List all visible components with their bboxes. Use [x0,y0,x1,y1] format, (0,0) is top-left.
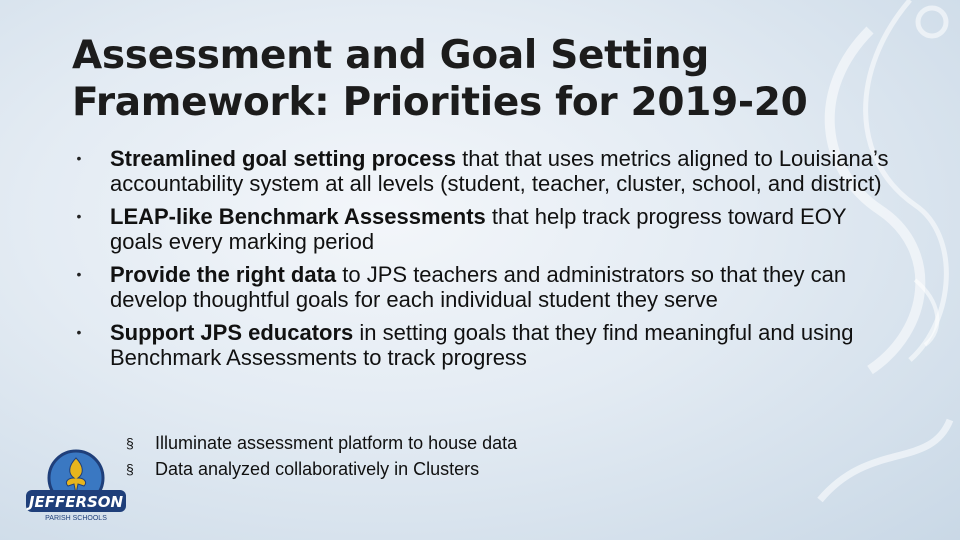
title-line-2: Framework: Priorities for 2019-20 [72,80,808,125]
bullet-item [72,146,892,196]
bullet-bold-text: Support JPS educators [110,320,354,345]
bullet-text: that that uses metrics aligned to Louisiana’s accountability system at all levels (student, teacher, cluster, school, and district) [110,146,889,196]
bullet-item [72,262,892,312]
sub-bullet-text: Illuminate assessment platform to house data [155,433,518,453]
bullet-item [72,320,892,370]
bullet-marker: • [76,150,82,166]
bullet-item [72,204,892,254]
logo-name-text: JEFFERSON [28,493,124,511]
bullet-text: in setting goals that they find meaningful and using Benchmark Assessments to track progress [110,320,854,370]
slide-title [72,32,892,126]
logo-subtitle-text: PARISH SCHOOLS [45,515,107,522]
bullet-bold-text: LEAP-like Benchmark Assessments [110,204,486,229]
bullet-marker: • [76,208,82,224]
sub-bullet-marker: § [126,461,134,477]
sub-bullet-text: Data analyzed collaboratively in Clusters [155,459,480,479]
bullet-bold-text: Provide the right data [110,262,337,287]
sub-bullet-item [126,456,826,482]
sub-bullet-list [126,430,826,482]
bullet-text: that help track progress toward EOY goals every marking period [110,204,847,254]
sub-bullet-marker: § [126,435,134,451]
title-line-1: Assessment and Goal Setting [72,33,709,78]
bullet-list [72,146,892,378]
bullet-marker: • [76,266,82,282]
jefferson-parish-schools-logo [24,448,128,528]
sub-bullet-item [126,430,826,456]
bullet-bold-text: Streamlined goal setting process [110,146,456,171]
bullet-marker: • [76,324,82,340]
bullet-text: to JPS teachers and administrators so that they can develop thoughtful goals for each individual student they serve [110,262,847,312]
